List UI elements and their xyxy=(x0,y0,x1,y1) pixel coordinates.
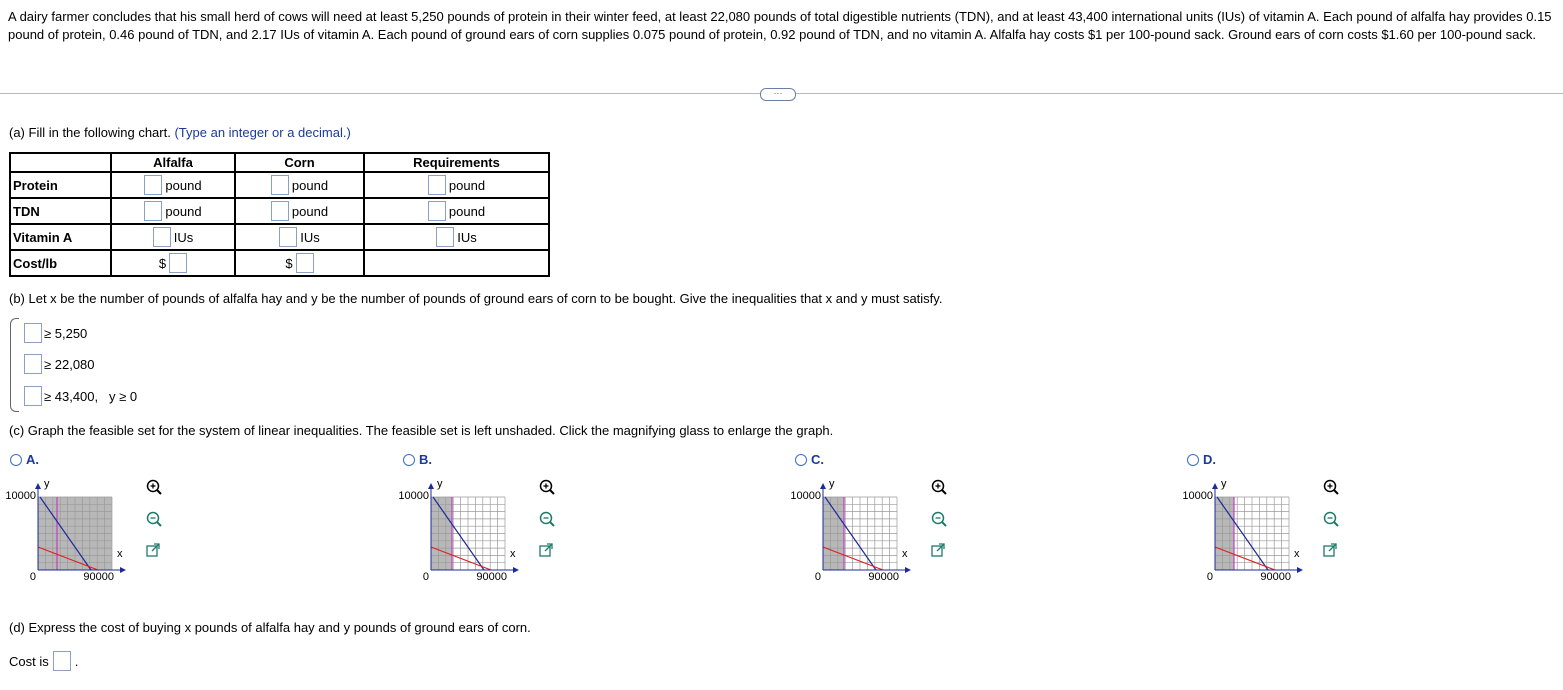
part-a-heading xyxy=(9,125,351,140)
table-row-cost xyxy=(10,250,549,276)
unit-label: IUs xyxy=(457,229,477,245)
tick-label-x-right: 90000 xyxy=(868,571,899,583)
tick-label-y-top: 10000 xyxy=(5,490,36,502)
header-requirements: Requirements xyxy=(364,153,549,172)
zoom-out-icon[interactable] xyxy=(1322,510,1340,528)
header-corn: Corn xyxy=(235,153,364,172)
vitamin-alfalfa-input[interactable] xyxy=(153,227,171,247)
cost-expression-input[interactable] xyxy=(53,651,71,671)
inequality-protein xyxy=(24,323,87,343)
row-label-protein: Protein xyxy=(10,172,111,198)
table-row-protein xyxy=(10,172,549,198)
tick-label-x-label: x xyxy=(902,548,908,560)
header-alfalfa: Alfalfa xyxy=(111,153,235,172)
expand-more-button[interactable]: ··· xyxy=(760,88,796,101)
option-d[interactable] xyxy=(1187,452,1216,467)
zoom-out-icon[interactable] xyxy=(930,510,948,528)
tick-label-y-label: y xyxy=(829,478,835,490)
tick-label-x-right: 90000 xyxy=(476,571,507,583)
table-row-vitamin-a xyxy=(10,224,549,250)
vitamin-corn-input[interactable] xyxy=(279,227,297,247)
unit-label: pound xyxy=(165,177,202,193)
table-header-row xyxy=(10,153,549,172)
tick-label-y-top: 10000 xyxy=(790,490,821,502)
option-letter: D. xyxy=(1203,452,1216,467)
zoom-out-icon[interactable] xyxy=(538,510,556,528)
unit-label: IUs xyxy=(173,229,194,245)
graph-tools xyxy=(1322,478,1344,572)
inequality-3-input[interactable] xyxy=(24,386,42,406)
unit-label: pound xyxy=(291,177,329,193)
open-external-icon[interactable] xyxy=(930,542,946,558)
cost-period: . xyxy=(74,653,79,669)
nutrition-chart-table xyxy=(9,152,550,277)
option-radio[interactable] xyxy=(403,454,415,466)
tick-label-x-left: 0 xyxy=(29,571,36,583)
cost-label: Cost is xyxy=(9,653,49,669)
tick-label-x-label: x xyxy=(1294,548,1300,560)
tick-label-x-left: 0 xyxy=(814,571,821,583)
row-label-cost: Cost/lb xyxy=(10,250,111,276)
tick-label-x-label: x xyxy=(510,548,516,560)
inequality-3-rhs: ≥ 43,400, y ≥ 0 xyxy=(44,388,138,404)
zoom-in-icon[interactable] xyxy=(538,478,556,496)
cost-alfalfa-input[interactable] xyxy=(169,253,187,273)
part-d-label: (d) Express the cost of buying x pounds of alfalfa hay and y pounds of ground ears of corn. xyxy=(9,620,531,635)
unit-label: pound xyxy=(448,203,486,219)
tick-label-y-top: 10000 xyxy=(1182,490,1213,502)
tick-label-y-top: 10000 xyxy=(398,490,429,502)
tick-label-y-label: y xyxy=(44,478,50,490)
tick-label-x-right: 90000 xyxy=(1260,571,1291,583)
part-a-label: (a) Fill in the following chart. xyxy=(9,125,171,140)
inequality-2-input[interactable] xyxy=(24,354,42,374)
inequality-vitamin xyxy=(24,386,137,406)
option-c[interactable] xyxy=(795,452,824,467)
tick-label-x-label: x xyxy=(117,548,123,560)
tdn-requirement-input[interactable] xyxy=(428,201,446,221)
part-a-hint: (Type an integer or a decimal.) xyxy=(174,125,351,140)
tick-label-x-left: 0 xyxy=(1206,571,1213,583)
zoom-out-icon[interactable] xyxy=(145,510,163,528)
option-radio[interactable] xyxy=(10,454,22,466)
row-label-tdn: TDN xyxy=(10,198,111,224)
option-letter: A. xyxy=(26,452,39,467)
cost-corn-input[interactable] xyxy=(296,253,314,273)
graph-tools xyxy=(538,478,560,572)
protein-corn-input[interactable] xyxy=(271,175,289,195)
zoom-in-icon[interactable] xyxy=(930,478,948,496)
inequality-1-input[interactable] xyxy=(24,323,42,343)
open-external-icon[interactable] xyxy=(145,542,161,558)
cost-expression-row xyxy=(9,651,78,671)
inequality-tdn xyxy=(24,354,95,374)
empty-cell xyxy=(364,250,549,276)
protein-requirement-input[interactable] xyxy=(428,175,446,195)
dollar-sign: $ xyxy=(158,255,167,271)
tick-label-y-label: y xyxy=(437,478,443,490)
part-c-label: (c) Graph the feasible set for the system of linear inequalities. The feasible set is left unshaded. Click the magnifying glass to enlarge the graph. xyxy=(9,423,834,438)
unit-label: pound xyxy=(165,203,202,219)
part-b-label: (b) Let x be the number of pounds of alfalfa hay and y be the number of pounds of ground ears of corn to be bought. Give the inequalities that x and y must satisfy. xyxy=(9,291,943,306)
option-radio[interactable] xyxy=(795,454,807,466)
protein-alfalfa-input[interactable] xyxy=(144,175,162,195)
tdn-alfalfa-input[interactable] xyxy=(144,201,162,221)
graph-tools xyxy=(145,478,167,572)
dollar-sign: $ xyxy=(285,255,293,271)
option-letter: C. xyxy=(811,452,824,467)
tick-label-y-label: y xyxy=(1221,478,1227,490)
option-b[interactable] xyxy=(403,452,432,467)
row-label-vitamin-a: Vitamin A xyxy=(10,224,111,250)
inequality-2-rhs: ≥ 22,080 xyxy=(44,356,95,372)
table-corner-cell xyxy=(10,153,111,172)
option-a[interactable] xyxy=(10,452,39,467)
system-brace xyxy=(10,318,19,412)
unit-label: pound xyxy=(291,203,329,219)
tdn-corn-input[interactable] xyxy=(271,201,289,221)
table-row-tdn xyxy=(10,198,549,224)
problem-statement: A dairy farmer concludes that his small herd of cows will need at least 5,250 pounds of protein in their winter feed, at least 22,080 pounds of total digestible nutrients (TDN), and at least 43,400 international units (IUs) of vitamin A. Each pound of alfalfa hay provides 0.15 pound of protein, 0.46 pound of TDN, and 2.17 IUs of vitamin A. Each pound of ground ears of corn supplies 0.075 pound of protein, 0.92 pound of TDN, and no vitamin A. Alfalfa hay costs $1 per 100-pound sack. Ground ears of corn costs $1.60 per 100-pound sack. xyxy=(8,9,1552,42)
tick-label-x-left: 0 xyxy=(422,571,429,583)
zoom-in-icon[interactable] xyxy=(145,478,163,496)
open-external-icon[interactable] xyxy=(1322,542,1338,558)
vitamin-requirement-input[interactable] xyxy=(436,227,454,247)
open-external-icon[interactable] xyxy=(538,542,554,558)
tick-label-x-right: 90000 xyxy=(83,571,114,583)
graph-tools xyxy=(930,478,952,572)
unit-label: IUs xyxy=(300,229,320,245)
option-radio[interactable] xyxy=(1187,454,1199,466)
option-letter: B. xyxy=(419,452,432,467)
zoom-in-icon[interactable] xyxy=(1322,478,1340,496)
inequality-1-rhs: ≥ 5,250 xyxy=(44,325,88,341)
unit-label: pound xyxy=(448,177,486,193)
